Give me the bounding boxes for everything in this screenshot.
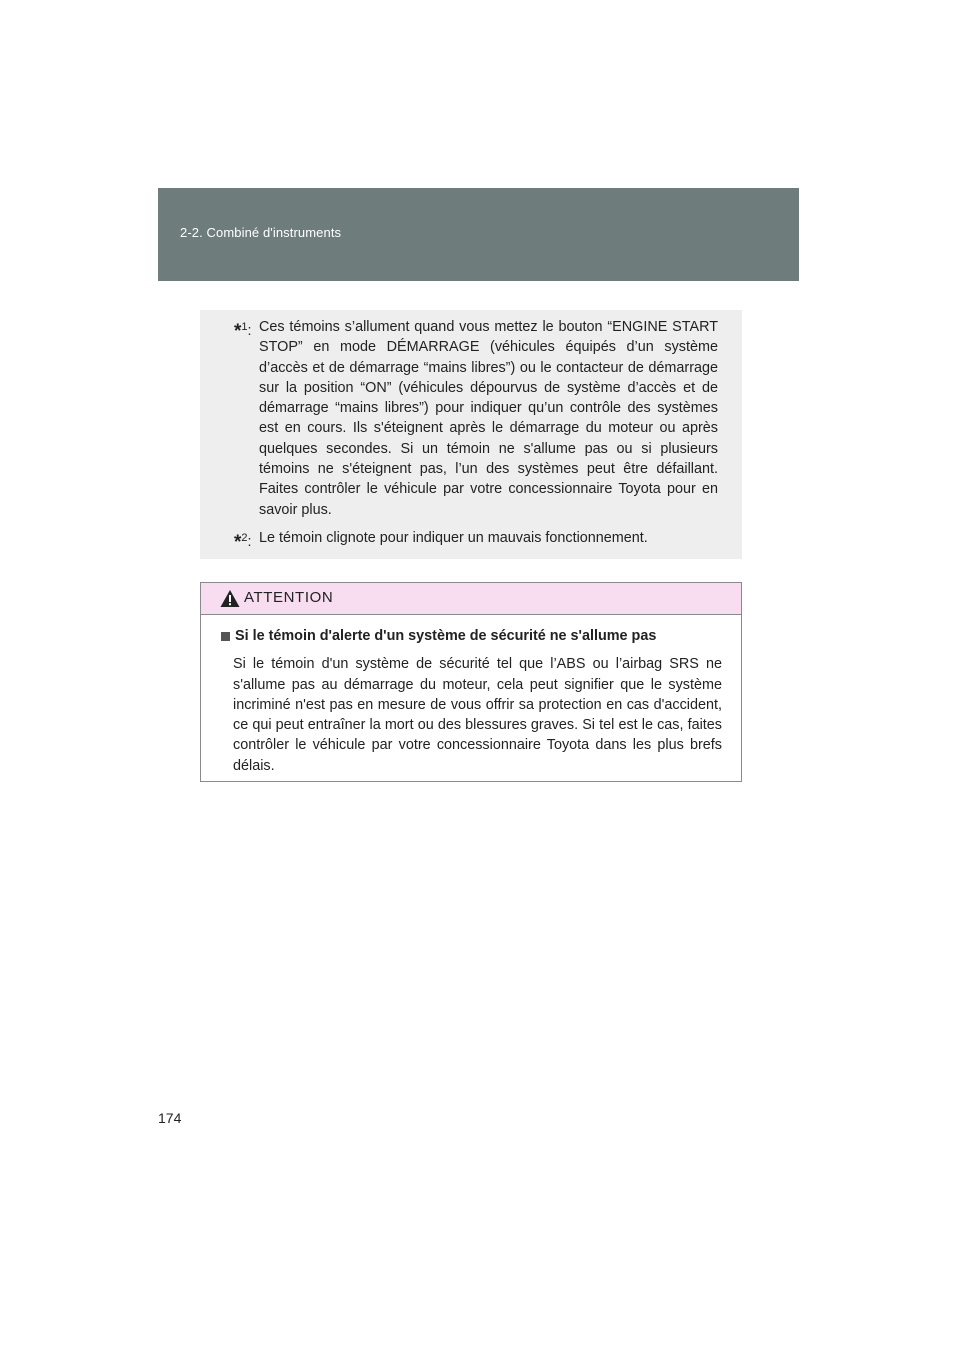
section-header-band: [158, 188, 799, 281]
warning-heading: [221, 626, 722, 646]
warning-text: Si le témoin d'un système de sécurité tel que l’ABS ou l’airbag SRS ne s'allume pas au démarrage du moteur, cela peut signifier que le système incriminé n'est pas en mesure de vous offrir sa protection en cas d'accident, ce qui peut entraîner la mort ou des blessures graves. Si tel est le cas, faites contrôler le véhicule par votre concessionnaire Toyota dans les plus brefs délais.: [233, 656, 722, 774]
footnote-colon: :: [247, 533, 252, 550]
footnote-number: 2: [241, 531, 248, 544]
warning-heading-text: Si le témoin d'alerte d'un système de sécurité ne s'allume pas: [235, 628, 657, 644]
section-title: 2-2. Combiné d'instruments: [180, 225, 342, 240]
footnote-star: *: [234, 531, 242, 553]
warning-body: [201, 615, 741, 776]
footnote-number: 1: [241, 321, 248, 333]
page-number: 174: [158, 1110, 182, 1126]
footnote-colon: :: [247, 323, 252, 339]
square-bullet-icon: [221, 632, 230, 641]
footnote-1: [234, 317, 718, 520]
warning-triangle-icon: [220, 589, 240, 608]
footnote-text: Ces témoins s’allument quand vous mettez le bouton “ENGINE START STOP” en mode DÉMARRAGE (véhicules équipés d’un système d’accès et de démarrage “mains libres”) ou le contacteur de démarrage sur la position “ON” (véhicules dépourvus de système d’accès et de démarrage “mains libres”) pour indiquer qu’un contrôle des systèmes est en cours. Ils s'éteignent après le démarrage du moteur ou après quelques secondes. Si un témoin ne s'allume pas ou si plusieurs témoins ne s'éteignent pas, l’un des systèmes peut être défaillant. Faites contrôler le véhicule par votre concessionnaire Toyota pour en savoir plus.: [259, 319, 718, 518]
footnote-text: Le témoin clignote pour indiquer un mauvais fonctionnement.: [259, 529, 648, 546]
footnote-2: [234, 528, 718, 553]
warning-box: [200, 582, 742, 782]
footnote-marker: [234, 528, 252, 553]
warning-title: ATTENTION: [244, 589, 334, 606]
warning-header: [201, 583, 741, 615]
footnote-star: *: [234, 321, 242, 342]
footnotes-box: [200, 310, 742, 559]
footnote-marker: [234, 317, 252, 342]
